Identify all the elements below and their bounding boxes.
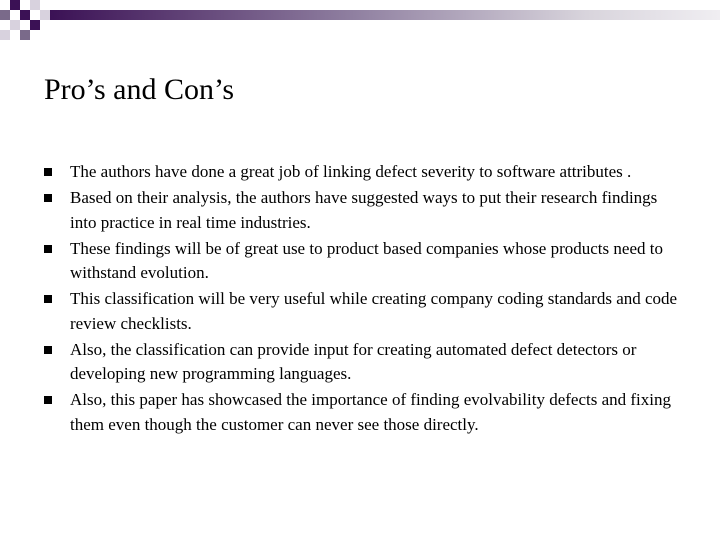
- bullet-text: This classification will be very useful while creating company coding standards and code review checklists.: [70, 289, 678, 333]
- bullet-list: [44, 160, 684, 439]
- bullet-text: The authors have done a great job of linking defect severity to software attributes .: [70, 162, 632, 181]
- list-item: [44, 388, 684, 437]
- square-bullet-icon: [44, 346, 52, 354]
- checker-squares-icon: [0, 0, 60, 50]
- bullet-text: Based on their analysis, the authors have suggested ways to put their research findings into practice in real time industries.: [70, 188, 658, 232]
- square-bullet-icon: [44, 245, 52, 253]
- bullet-text: Also, the classification can provide input for creating automated defect detectors or developing new programming languages.: [70, 339, 637, 383]
- list-item: [44, 186, 684, 235]
- square-bullet-icon: [44, 168, 52, 176]
- bullet-text: These findings will be of great use to product based companies whose products need to withstand evolution.: [70, 238, 663, 282]
- square-bullet-icon: [44, 396, 52, 404]
- bullet-text: Also, this paper has showcased the importance of finding evolvability defects and fixing them even though the customer can never see those directly.: [70, 390, 671, 434]
- header-gradient-bar: [50, 10, 720, 20]
- list-item: [44, 287, 684, 336]
- list-item: [44, 237, 684, 286]
- slide-title: Pro’s and Con’s: [44, 73, 235, 106]
- square-bullet-icon: [44, 295, 52, 303]
- square-bullet-icon: [44, 194, 52, 202]
- list-item: [44, 160, 684, 185]
- list-item: [44, 338, 684, 387]
